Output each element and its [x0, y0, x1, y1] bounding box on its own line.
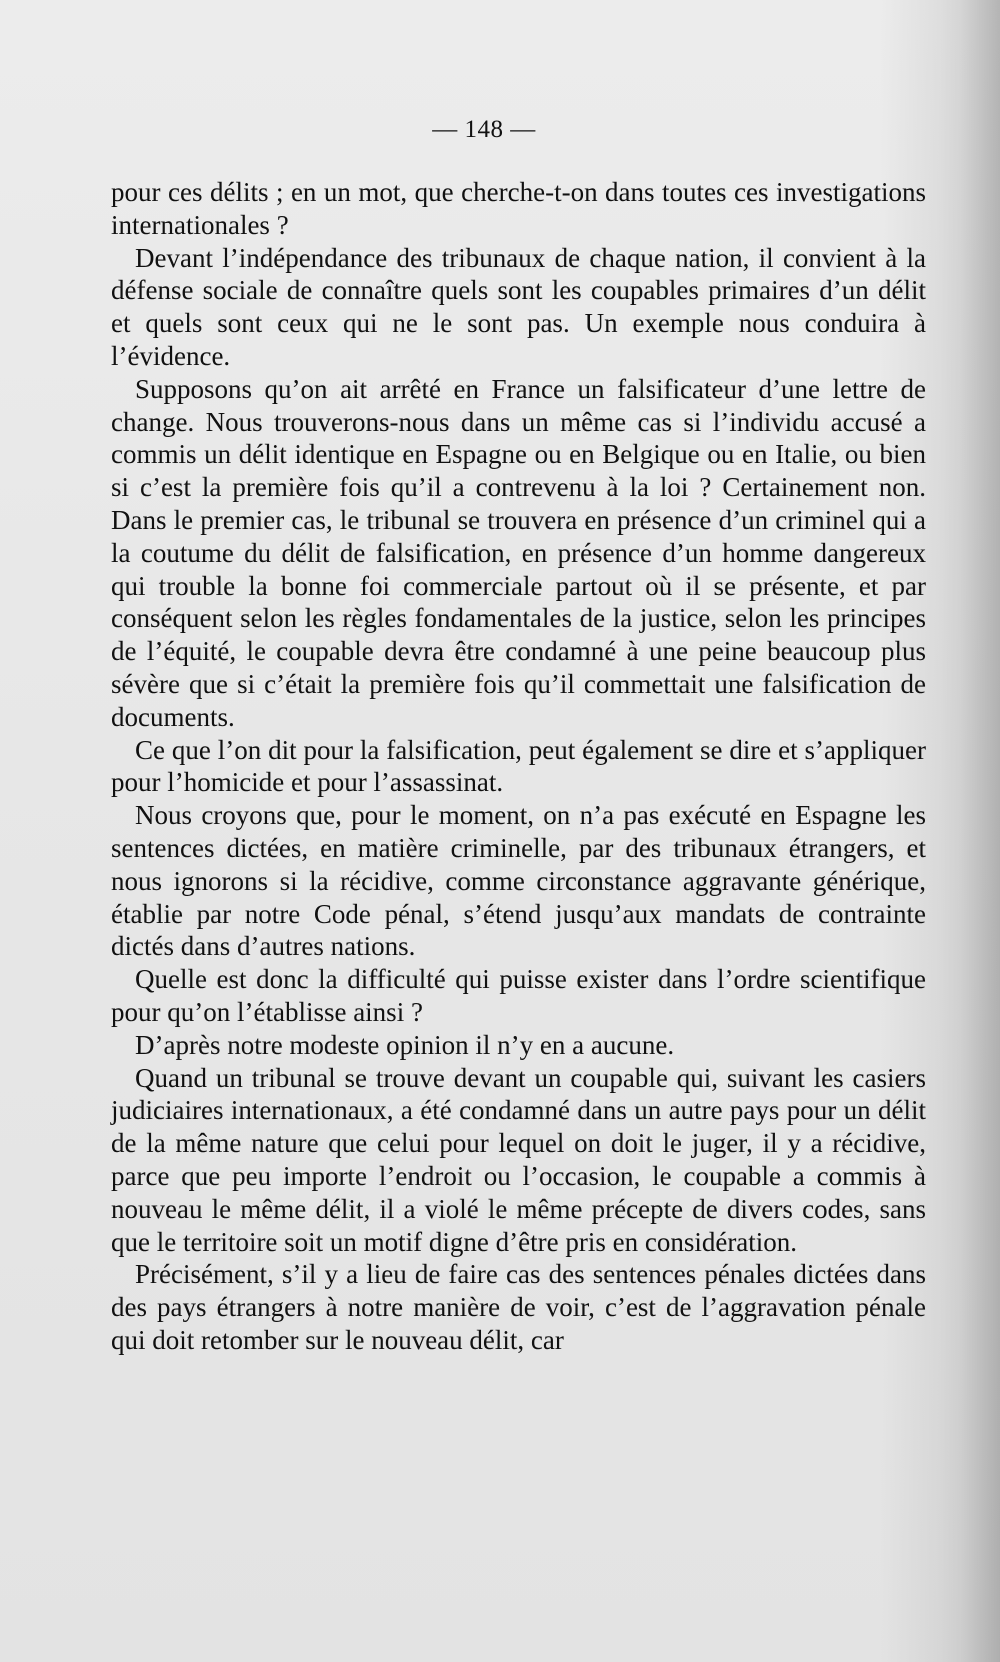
paragraph: Précisément, s’il y a lieu de faire cas des sentences pénales dictées dans des pays étrangers à notre manière de voir, c’est de l’aggravation pénale qui doit retomber sur le nouveau délit, car: [111, 1259, 926, 1355]
paragraph: D’après notre modeste opinion il n’y en a aucune.: [135, 1029, 675, 1060]
paragraph: Quand un tribunal se trouve devant un coupable qui, suivant les casiers judiciaires internationaux, a été condamné dans un autre pays pour un délit de la même nature que celui pour lequel on doit le juger, il y a récidive, parce que peu importe l’endroit ou l’occasion, le coupable a commis à nouveau le même délit, il a violé le même précepte de divers codes, sans que le territoire soit un motif digne d’être pris en considération.: [111, 1062, 926, 1257]
page-edge-shadow: [960, 0, 1000, 1662]
paragraph: Nous croyons que, pour le moment, on n’a pas exécuté en Espagne les sentences dictées, en matière criminelle, par des tribunaux étrangers, et nous ignorons si la récidive, comme circonstance aggravante générique, établie par notre Code pénal, s’étend jusqu’aux mandats de contrainte dictés dans d’autres nations.: [111, 800, 926, 962]
body-text: [111, 176, 926, 1357]
paragraph: Devant l’indépendance des tribunaux de chaque nation, il convient à la défense sociale de connaître quels sont les coupables primaires d’un délit et quels sont ceux qui ne le sont pas. Un exemple nous conduira à l’évidence.: [111, 242, 926, 371]
paragraph: Quelle est donc la difficulté qui puisse exister dans l’ordre scientifique pour qu’on l’établisse ainsi ?: [111, 964, 926, 1027]
paragraph: Ce que l’on dit pour la falsification, peut également se dire et s’appliquer pour l’homicide et pour l’assassinat.: [111, 734, 926, 798]
paragraph: Supposons qu’on ait arrêté en France un falsificateur d’une lettre de change. Nous trouverons-nous dans un même cas si l’individu accusé a commis un délit identique en Espagne ou en Belgique ou en Italie, ou bien si c’est la première fois qu’il a contrevenu à la loi ? Certainement non. Dans le premier cas, le tribunal se trouvera en présence d’un criminel qui a la coutume du délit de falsification, en présence d’un homme dangereux qui trouble la bonne foi commerciale partout où il se présente, et par conséquent selon les règles fondamentales de la justice, selon les principes de l’équité, le coupable devra être condamné à une peine beaucoup plus sévère que si c’était la première fois qu’il commettait une falsification de documents.: [111, 373, 926, 732]
paragraph-continuation: pour ces délits ; en un mot, que cherche-t-on dans toutes ces investigations internationales ?: [111, 177, 926, 240]
page-number: — 148 —: [432, 116, 536, 143]
